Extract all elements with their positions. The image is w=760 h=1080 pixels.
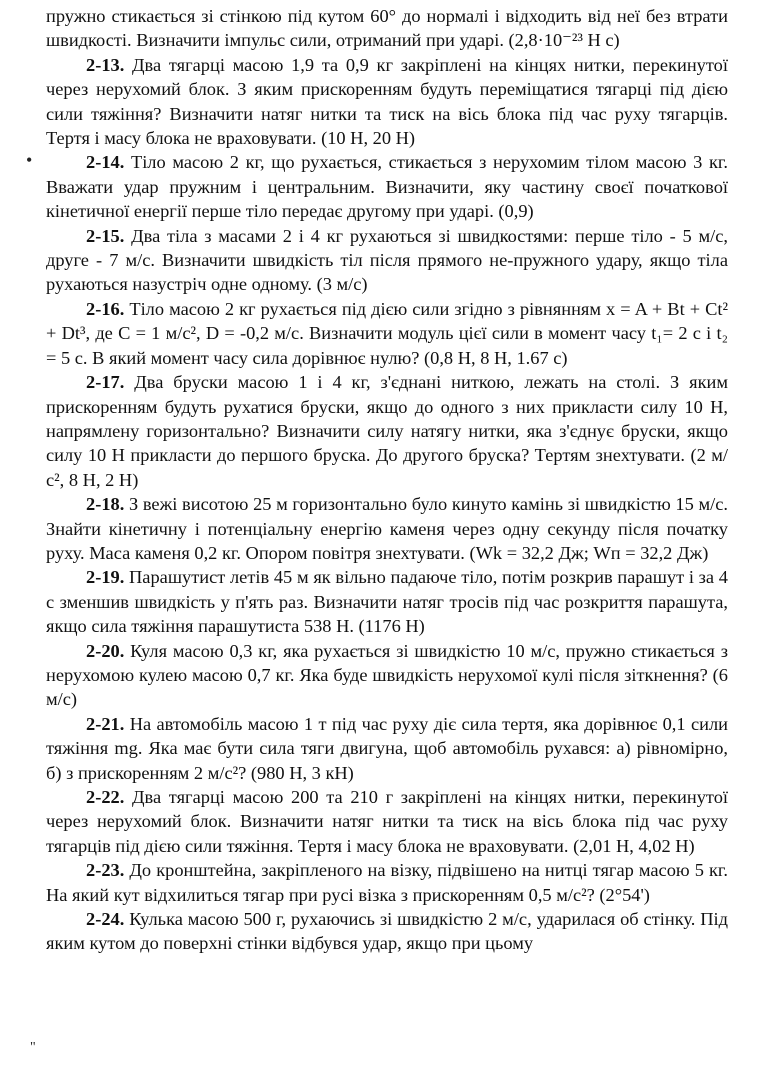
problem-number: 2-23. (86, 860, 125, 881)
problem-text: Два тягарці масою 1,9 та 0,9 кг закріплені на кінцях нитки, перекинутої через нерухомий блок. З яким прискоренням будуть переміщатися тягарці під дією сили тяжіння? Визначити натяг нитки та тиск на вісь блока під час руху тягарців. Тертя і масу блока не враховувати. (10 Н, 20 Н) (46, 54, 728, 149)
problem-text: До кронштейна, закріпленого на візку, підвішено на нитці тягар масою 5 кг. На який кут відхилиться тягар при русі візка з прискоренням 0,5 м/с²? (2°54') (46, 860, 728, 905)
problem-text: Два бруски масою 1 і 4 кг, з'єднані ниткою, лежать на столі. З яким прискоренням будуть рухатися бруски, якщо до одного з них прикласти силу 10 Н, напрямлену горизонтально? Визначити силу натягу нитки, яка з'єднує бруски, якщо силу 10 Н прикласти до першого бруска. До другого бруска? Тертям знехтувати. (2 м/с², 8 Н, 2 Н) (46, 372, 728, 490)
problem-text: Тіло масою 2 кг, що рухається, стикається з нерухомим тілом масою 3 кг. Вважати удар пружним і центральним. Визначити, яку частину своєї початкової кінетичної енергії перше тіло передає другому при ударі. (0,9) (46, 152, 728, 222)
problem-2-23 (46, 858, 728, 907)
margin-quote-mark: " (30, 1040, 36, 1055)
problem-number: 2-15. (86, 225, 125, 246)
problem-2-14 (46, 150, 728, 223)
problem-2-15 (46, 224, 728, 297)
problem-number: 2-17. (86, 372, 125, 393)
problem-number: 2-24. (86, 909, 125, 930)
margin-dot-mark: • (26, 150, 33, 170)
problem-text: Кулька масою 500 г, рухаючись зі швидкістю 2 м/с, ударилася об стінку. Під яким кутом до поверхні стінки відбувся удар, якщо при цьому (46, 909, 728, 954)
problem-text: Два тягарці масою 200 та 210 г закріплені на кінцях нитки, перекинутої через нерухомий блок. Визначити натяг нитки та тиск на вісь блока під час руху тягарців під дією сили тяжіння. Тертя і масу блока не враховувати. (2,01 Н, 4,02 Н) (46, 787, 728, 856)
problem-number: 2-20. (86, 640, 125, 661)
problem-2-16 (46, 297, 728, 370)
problem-2-22 (46, 785, 728, 858)
problem-number: 2-13. (86, 54, 125, 75)
problem-text: На автомобіль масою 1 т під час руху діє сила тертя, яка дорівнює 0,1 сили тяжіння mg. Яка має бути сила тяги двигуна, щоб автомобіль рухався: а) рівномірно, б) з прискоренням 2 м/с²? (980 Н, 3 кН) (46, 713, 728, 783)
problem-text: Парашутист летів 45 м як вільно падаюче тіло, потім розкрив парашут і за 4 с зменшив швидкість у п'ять раз. Визначити натяг тросів під час розкриття парашута, якщо сила тяжіння парашутиста 538 Н. (1176 Н) (46, 567, 728, 637)
problem-number: 2-22. (86, 787, 125, 807)
document-page (46, 4, 728, 956)
lead-paragraph: пружно стикається зі стінкою під кутом 60° до нормалі і відходить від неї без втрати швидкості. Визначити імпульс сили, отриманий при ударі. (2,8·10⁻²³ Н с) (46, 6, 728, 51)
problem-2-18 (46, 492, 728, 565)
problem-2-17 (46, 370, 728, 492)
problem-number: 2-14. (86, 152, 125, 173)
problem-number: 2-19. (86, 567, 125, 588)
problem-text: Два тіла з масами 2 і 4 кг рухаються зі швидкостями: перше тіло - 5 м/с, друге - 7 м/с. Визначити швидкість тіл після прямого не-пружного удару, якщо тіла рухаються назустріч одне одному. (3 м/с) (46, 225, 728, 295)
problem-2-20 (46, 639, 728, 712)
problem-2-13 (46, 53, 728, 151)
problem-2-19 (46, 565, 728, 638)
problem-number: 2-16. (86, 298, 125, 319)
problem-2-24 (46, 907, 728, 956)
problem-text: Куля масою 0,3 кг, яка рухається зі швидкістю 10 м/с, пружно стикається з нерухомою кулею масою 0,7 кг. Яка буде швидкість нерухомої кулі після зіткнення? (6 м/с) (46, 640, 728, 710)
problem-2-21 (46, 712, 728, 785)
problem-text: Тіло масою 2 кг рухається під дією сили згідно з рівнянням x = A + Bt + Ct² + Dt³, де C = 1 м/с², D = -0,2 м/с. Визначити модуль цієї сили в момент часу t₁= 2 с і t₂ = 5 с. В який момент часу сила дорівнює нулю? (0,8 Н, 8 Н, 1.67 с) (46, 298, 728, 368)
problem-number: 2-21. (86, 713, 125, 734)
problem-text: З вежі висотою 25 м горизонтально було кинуто камінь зі швидкістю 15 м/с. Знайти кінетичну і потенціальну енергію каменя через одну секунду після початку руху. Маса каменя 0,2 кг. Опором повітря знехтувати. (Wk = 32,2 Дж; Wп = 32,2 Дж) (46, 494, 728, 563)
problem-number: 2-18. (86, 494, 125, 515)
